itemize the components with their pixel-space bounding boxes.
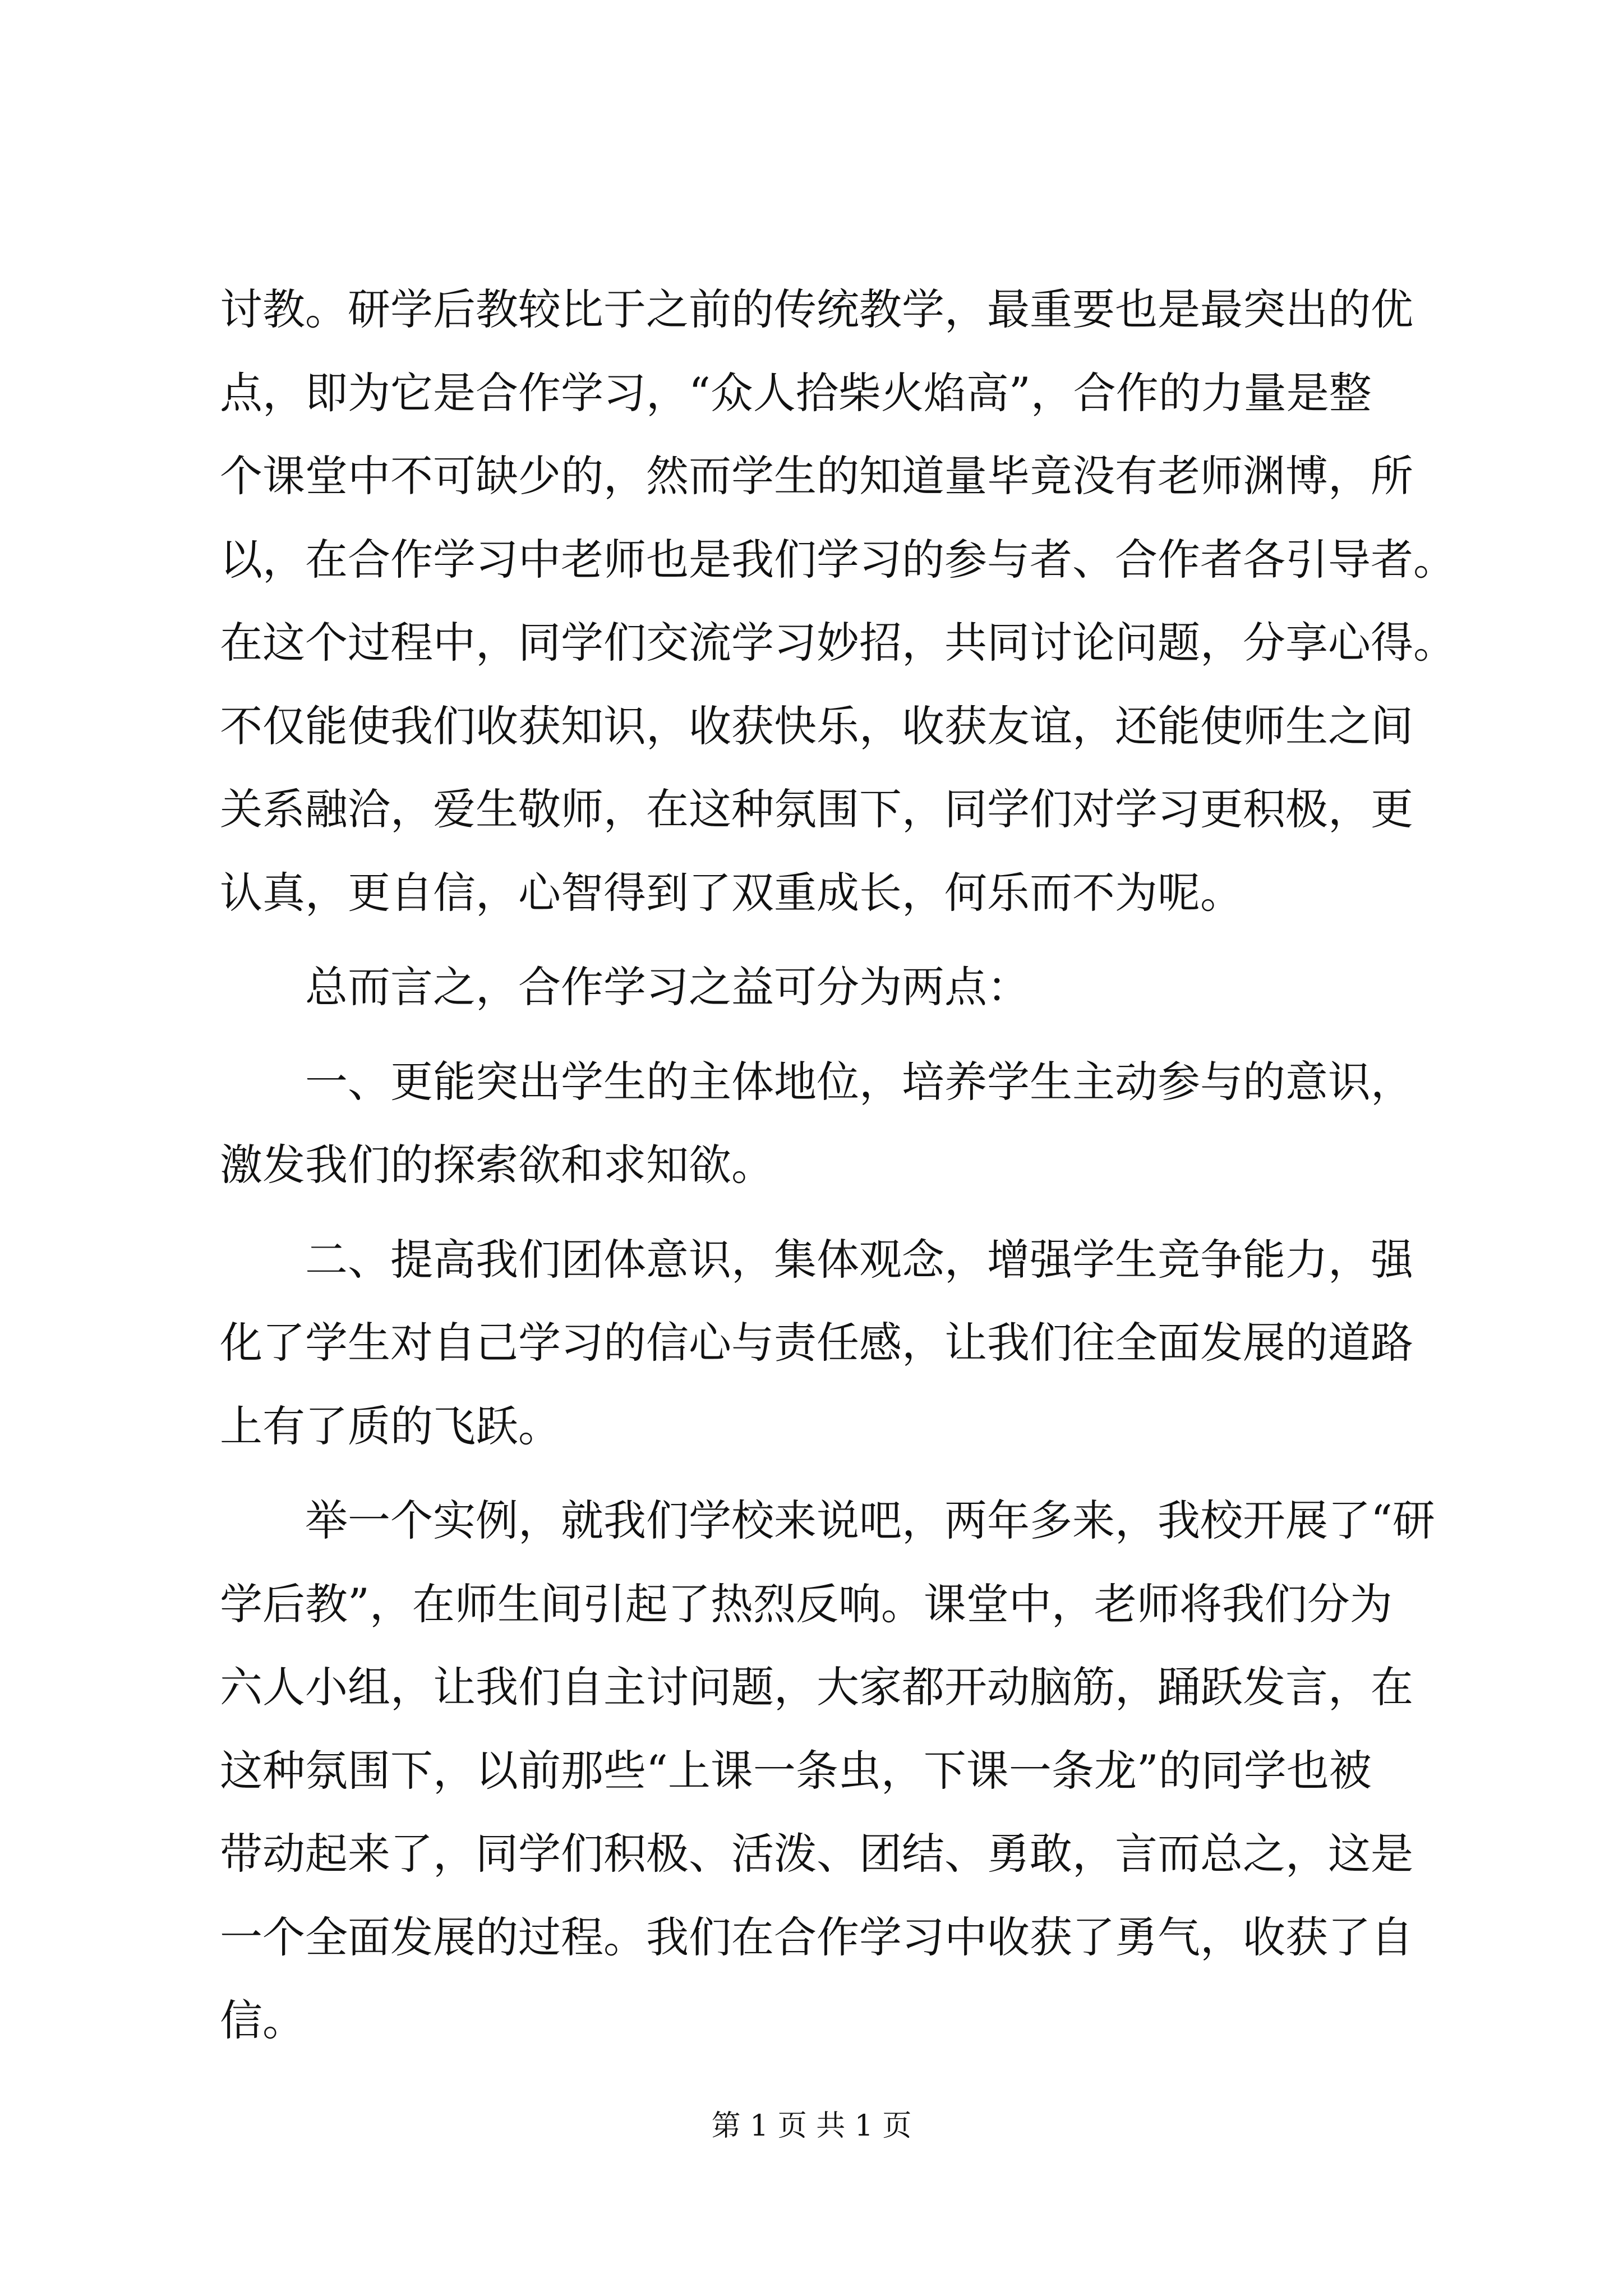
- text-line: 化了学生对自己学习的信心与责任感，让我们往全面发展的道路: [220, 1318, 1413, 1368]
- text-line: 以，在合作学习中老师也是我们学习的参与者、合作者各引导者。: [220, 534, 1456, 585]
- page-number-footer: 第 1 页 共 1 页: [711, 2109, 912, 2143]
- text-line: 讨教。研学后教较比于之前的传统教学，最重要也是最突出的优: [220, 284, 1413, 334]
- text-line: 个课堂中不可缺少的，然而学生的知道量毕竟没有老师渊博，所: [220, 451, 1413, 501]
- text-line: 总而言之，合作学习之益可分为两点：: [220, 962, 1030, 1012]
- text-line: 带动起来了，同学们积极、活泼、团结、勇敢，言而总之，这是: [220, 1829, 1413, 1879]
- text-line: 认真，更自信，心智得到了双重成长，何乐而不为呢。: [220, 867, 1243, 918]
- text-line: 上有了质的飞跃。: [220, 1401, 561, 1451]
- text-line: 点，即为它是合作学习，“众人拾柴火焰高”，合作的力量是整: [220, 367, 1372, 418]
- text-line: 一、更能突出学生的主体地位，培养学生主动参与的意识，: [220, 1056, 1413, 1107]
- text-line: 关系融洽，爱生敬师，在这种氛围下，同学们对学习更积极，更: [220, 784, 1413, 834]
- text-line: 二、提高我们团体意识，集体观念，增强学生竞争能力，强: [220, 1234, 1413, 1285]
- text-line: 一个全面发展的过程。我们在合作学习中收获了勇气，收获了自: [220, 1912, 1413, 1962]
- document-body: [220, 268, 1456, 2063]
- text-line: 信。: [220, 1995, 305, 2045]
- text-line: 激发我们的探索欲和求知欲。: [220, 1140, 774, 1190]
- text-line: 学后教”，在师生间引起了热烈反响。课堂中，老师将我们分为: [220, 1579, 1393, 1629]
- text-line: 在这个过程中，同学们交流学习妙招，共同讨论问题，分享心得。: [220, 618, 1456, 668]
- text-line: 这种氛围下，以前那些“上课一条虫，下课一条龙”的同学也被: [220, 1745, 1372, 1796]
- text-line: 不仅能使我们收获知识，收获快乐，收获友谊，还能使师生之间: [220, 701, 1413, 751]
- text-line: 举一个实例，就我们学校来说吧，两年多来，我校开展了“研: [220, 1496, 1435, 1545]
- text-line: 六人小组，让我们自主讨问题，大家都开动脑筋，踊跃发言，在: [220, 1662, 1413, 1712]
